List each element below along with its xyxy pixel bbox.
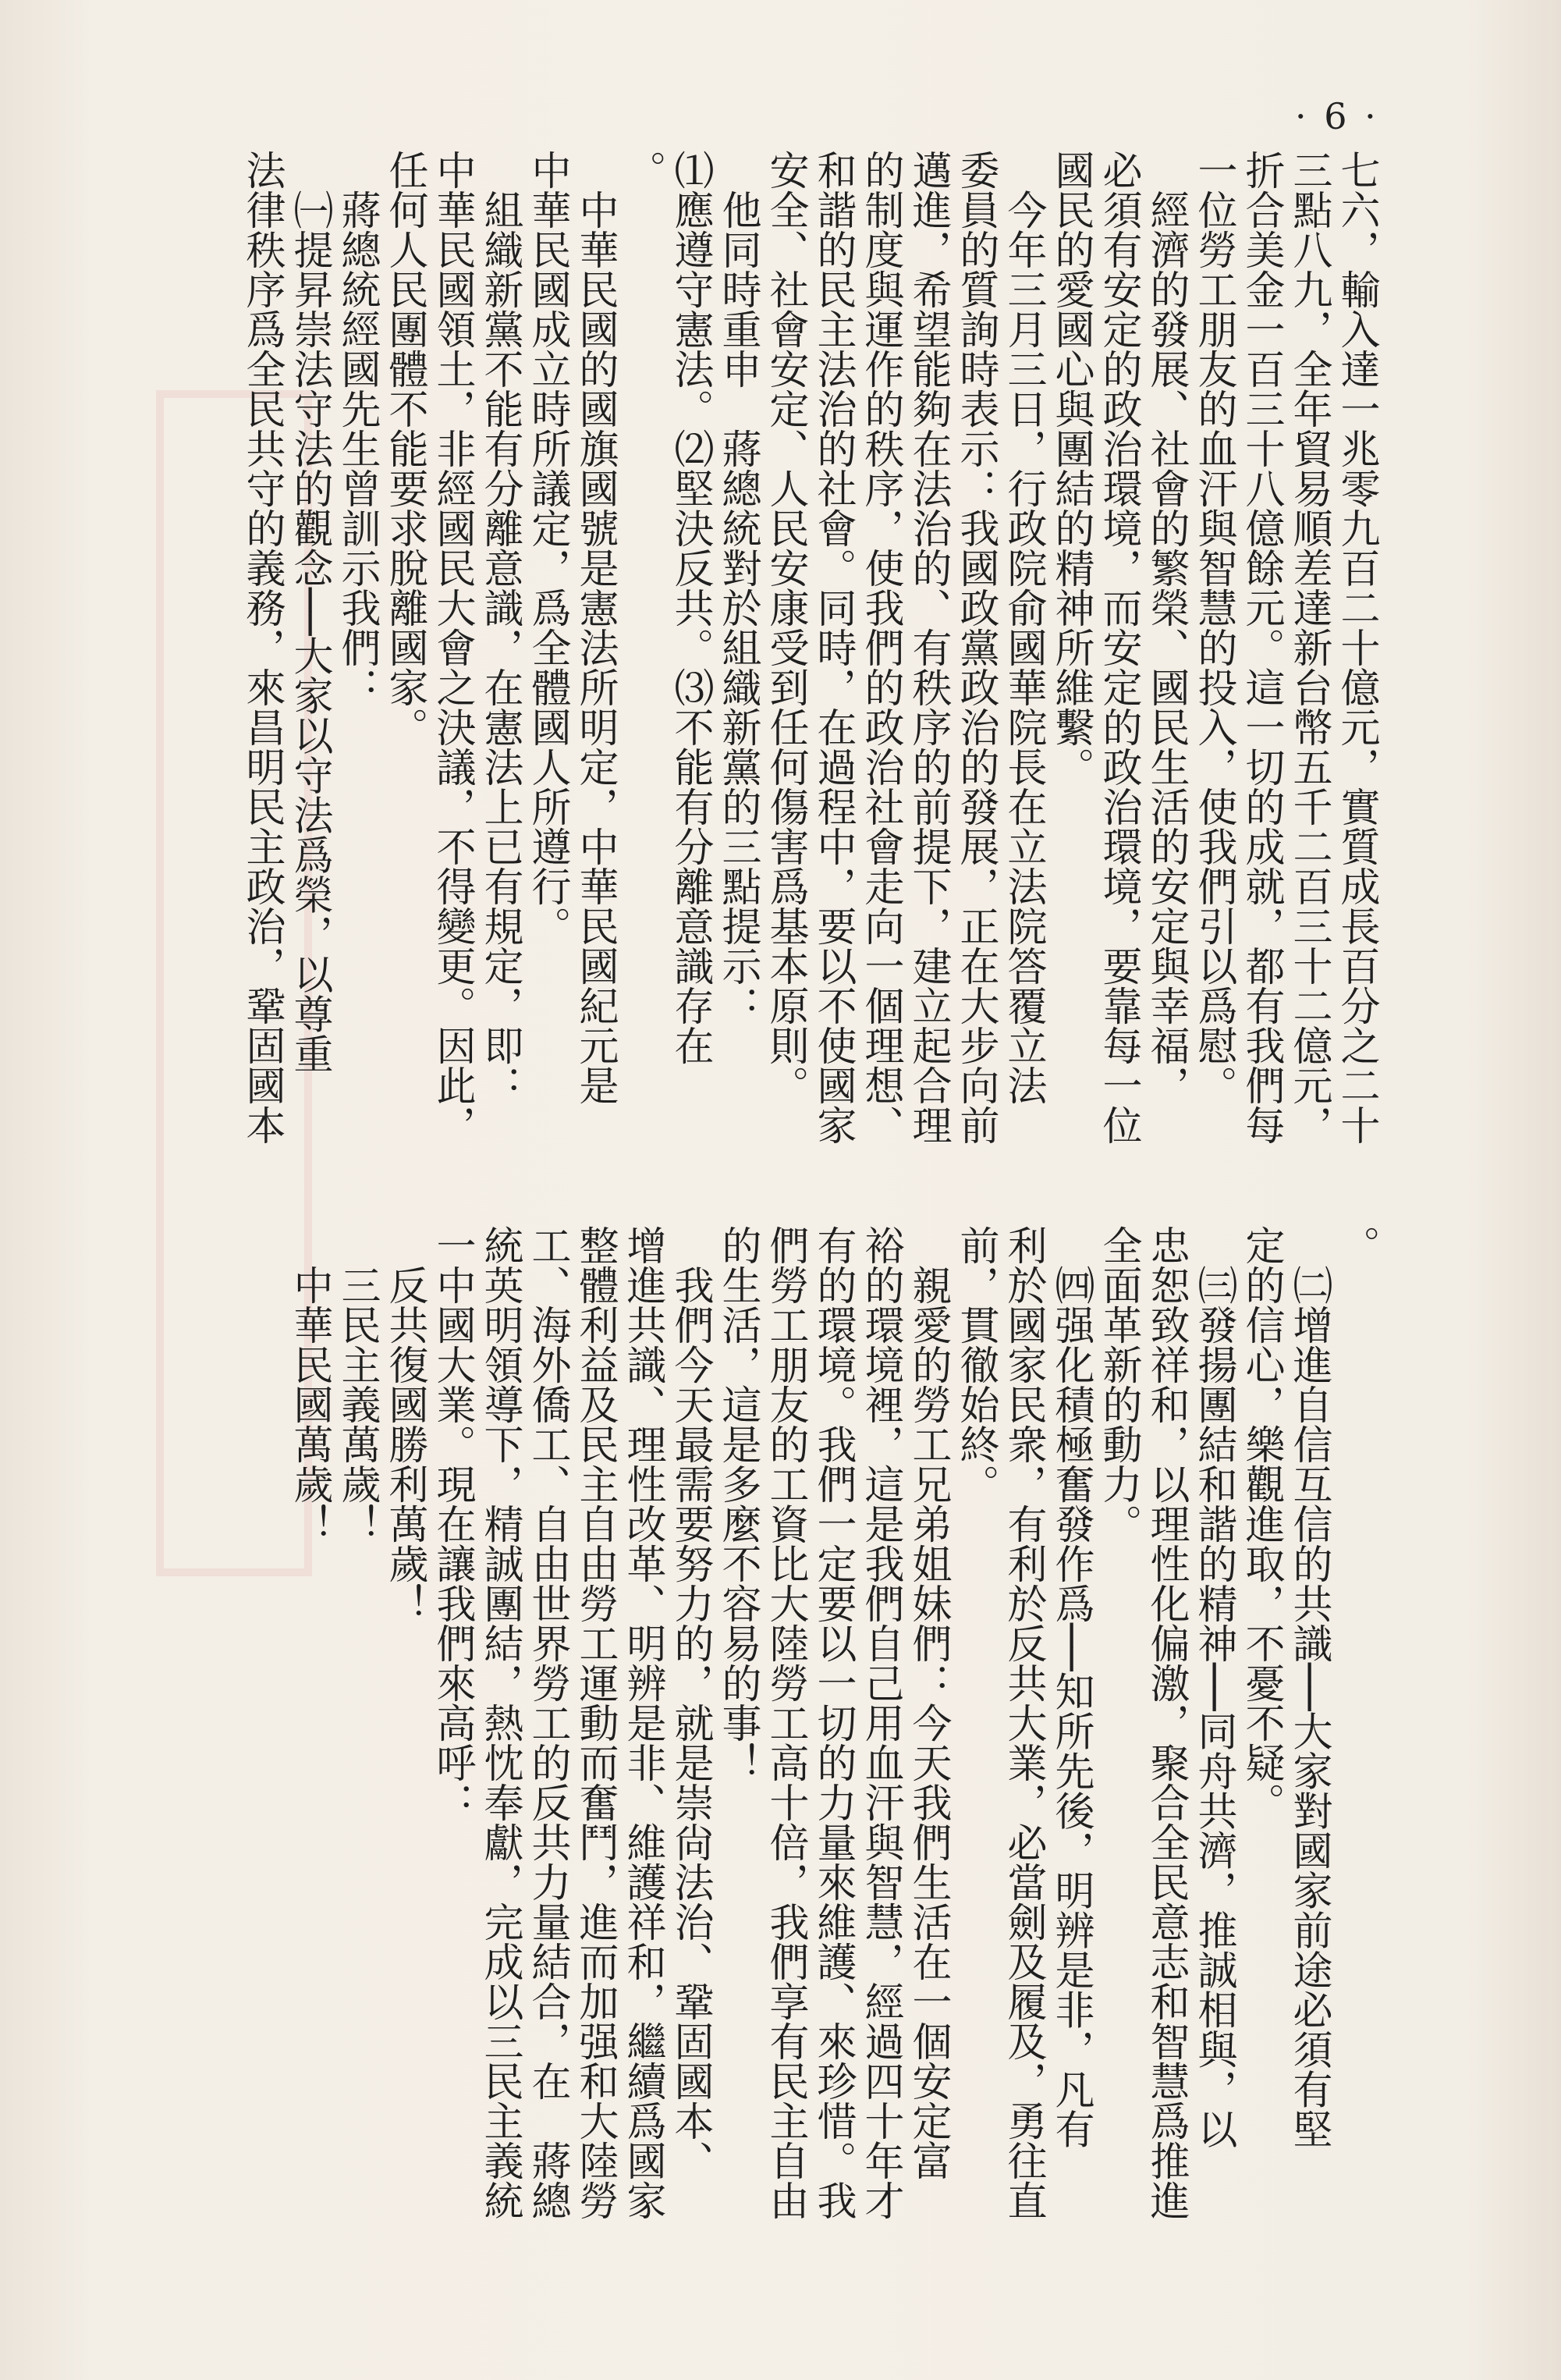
text-column: 我們今天最需要努力的，就是崇尙法治、鞏固國本、 bbox=[667, 1225, 713, 2180]
text-column: 和諧的民主法治的社會。同時，在過程中，要以不使國家 bbox=[810, 150, 856, 1145]
text-column: 的生活，這是多麼不容易的事！ bbox=[715, 1225, 761, 1782]
text-column: 組織新黨不能有分離意識，在憲法上已有規定，即： bbox=[477, 150, 523, 1105]
text-column: 們勞工朋友的工資比大陸勞工高十倍，我們享有民主自由 bbox=[762, 1225, 808, 2220]
text-column: ㈠提昇崇法守法的觀念──大家以守法爲榮，以尊重 bbox=[286, 150, 332, 1074]
text-column: 三點八九，全年貿易順差達新台幣五千二百三十二億元， bbox=[1286, 150, 1332, 1145]
text-column: 前，貫徹始終。 bbox=[953, 1225, 999, 1504]
text-column: 三民主義萬歲！ bbox=[334, 1225, 380, 1543]
text-column: 中華民國領土，非經國民大會之決議，不得變更。因此， bbox=[429, 150, 475, 1145]
text-column: 整體利益及民主自由勞工運動而奮鬥，進而加强和大陸勞 bbox=[572, 1225, 618, 2220]
top-text-block bbox=[238, 150, 1380, 1266]
text-column: 經濟的發展、社會的繁榮、國民生活的安定與幸福， bbox=[1143, 150, 1189, 1105]
text-column: 有的環境。我們一定要以一切的力量來維護、來珍惜。我 bbox=[810, 1225, 856, 2220]
text-column: 中華民國成立時所議定，爲全體國人所遵行。 bbox=[524, 150, 570, 946]
text-column: 七六，輸入達一兆零九百二十億元，實質成長百分之二十 bbox=[1333, 150, 1379, 1145]
text-column: 中華民國萬歲！ bbox=[286, 1225, 332, 1543]
text-column: 統英明領導下，精誠團結，熱忱奉獻，完成以三民主義統 bbox=[477, 1225, 523, 2220]
text-column: 法律秩序爲全民共守的義務，來昌明民主政治，鞏固國本 bbox=[239, 150, 285, 1145]
text-column: 裕的環境裡，這是我們自己用血汗與智慧，經過四十年才 bbox=[857, 1225, 903, 2220]
text-column: 。 bbox=[1333, 1225, 1379, 1265]
text-column: 國民的愛國心與團結的精神所維繫。 bbox=[1048, 150, 1094, 787]
text-column: 忠恕致祥和，以理性化偏激，聚合全民意志和智慧爲推進 bbox=[1143, 1225, 1189, 2220]
text-column: 工、海外僑工、自由世界勞工的反共力量結合，在 蔣總 bbox=[524, 1225, 570, 2220]
text-column: 親愛的勞工兄弟姐妹們：今天我們生活在一個安定富 bbox=[905, 1225, 951, 2180]
text-column: 必須有安定的政治環境，而安定的政治環境，要靠每一位 bbox=[1095, 150, 1141, 1145]
text-column: 今年三月三日，行政院俞國華院長在立法院答覆立法 bbox=[1000, 150, 1046, 1105]
text-column: 任何人民團體不能要求脫離國家。 bbox=[381, 150, 428, 747]
text-column: 的制度與運作的秩序，使我們的政治社會走向一個理想、 bbox=[857, 150, 903, 1145]
text-column: 一位勞工朋友的血汗與智慧的投入，使我們引以爲慰。 bbox=[1190, 150, 1236, 1105]
text-column: 全面革新的動力。 bbox=[1095, 1225, 1141, 1543]
text-column: 邁進，希望能夠在法治的、有秩序的前提下，建立起合理 bbox=[905, 150, 951, 1145]
text-column: 一中國大業。現在讓我們來高呼： bbox=[429, 1225, 475, 1822]
text-column: 蔣總統經國先生曾訓示我們： bbox=[334, 150, 380, 707]
text-column: 增進共識、理性改革、明辨是非、維護祥和，繼續爲國家 bbox=[619, 1225, 665, 2220]
text-column: ㈡增進自信互信的共識──大家對國家前途必須有堅 bbox=[1286, 1225, 1332, 2149]
text-column: 折合美金一百三十八億餘元。這一切的成就，都有我們每 bbox=[1238, 150, 1284, 1145]
text-column: 。 bbox=[619, 150, 665, 190]
text-column: ㈢發揚團結和諧的精神──同舟共濟，推誠相與，以 bbox=[1190, 1225, 1236, 2149]
text-column: 利於國家民衆，有利於反共大業，必當劍及履及，勇往直 bbox=[1000, 1225, 1046, 2220]
text-column: 他同時重申 蔣總統對於組織新黨的三點提示： bbox=[715, 150, 761, 1025]
bottom-text-block bbox=[286, 1225, 1380, 2220]
text-column: ㈣强化積極奮發作爲──知所先後，明辨是非，凡有 bbox=[1048, 1225, 1094, 2149]
text-column: 中華民國的國旗國號是憲法所明定，中華民國紀元是 bbox=[572, 150, 618, 1105]
text-column: 委員的質詢時表示：我國政黨政治的發展，正在大步向前 bbox=[953, 150, 999, 1145]
text-column: 定的信心，樂觀進取，不憂不疑。 bbox=[1238, 1225, 1284, 1822]
text-column: 反共復國勝利萬歲！ bbox=[381, 1225, 428, 1623]
page-number: · 6 · bbox=[1295, 95, 1379, 137]
text-column: 安全、社會安定、人民安康受到任何傷害爲基本原則。 bbox=[762, 150, 808, 1105]
text-column: ⑴應遵守憲法。⑵堅決反共。⑶不能有分離意識存在 bbox=[667, 150, 713, 1065]
